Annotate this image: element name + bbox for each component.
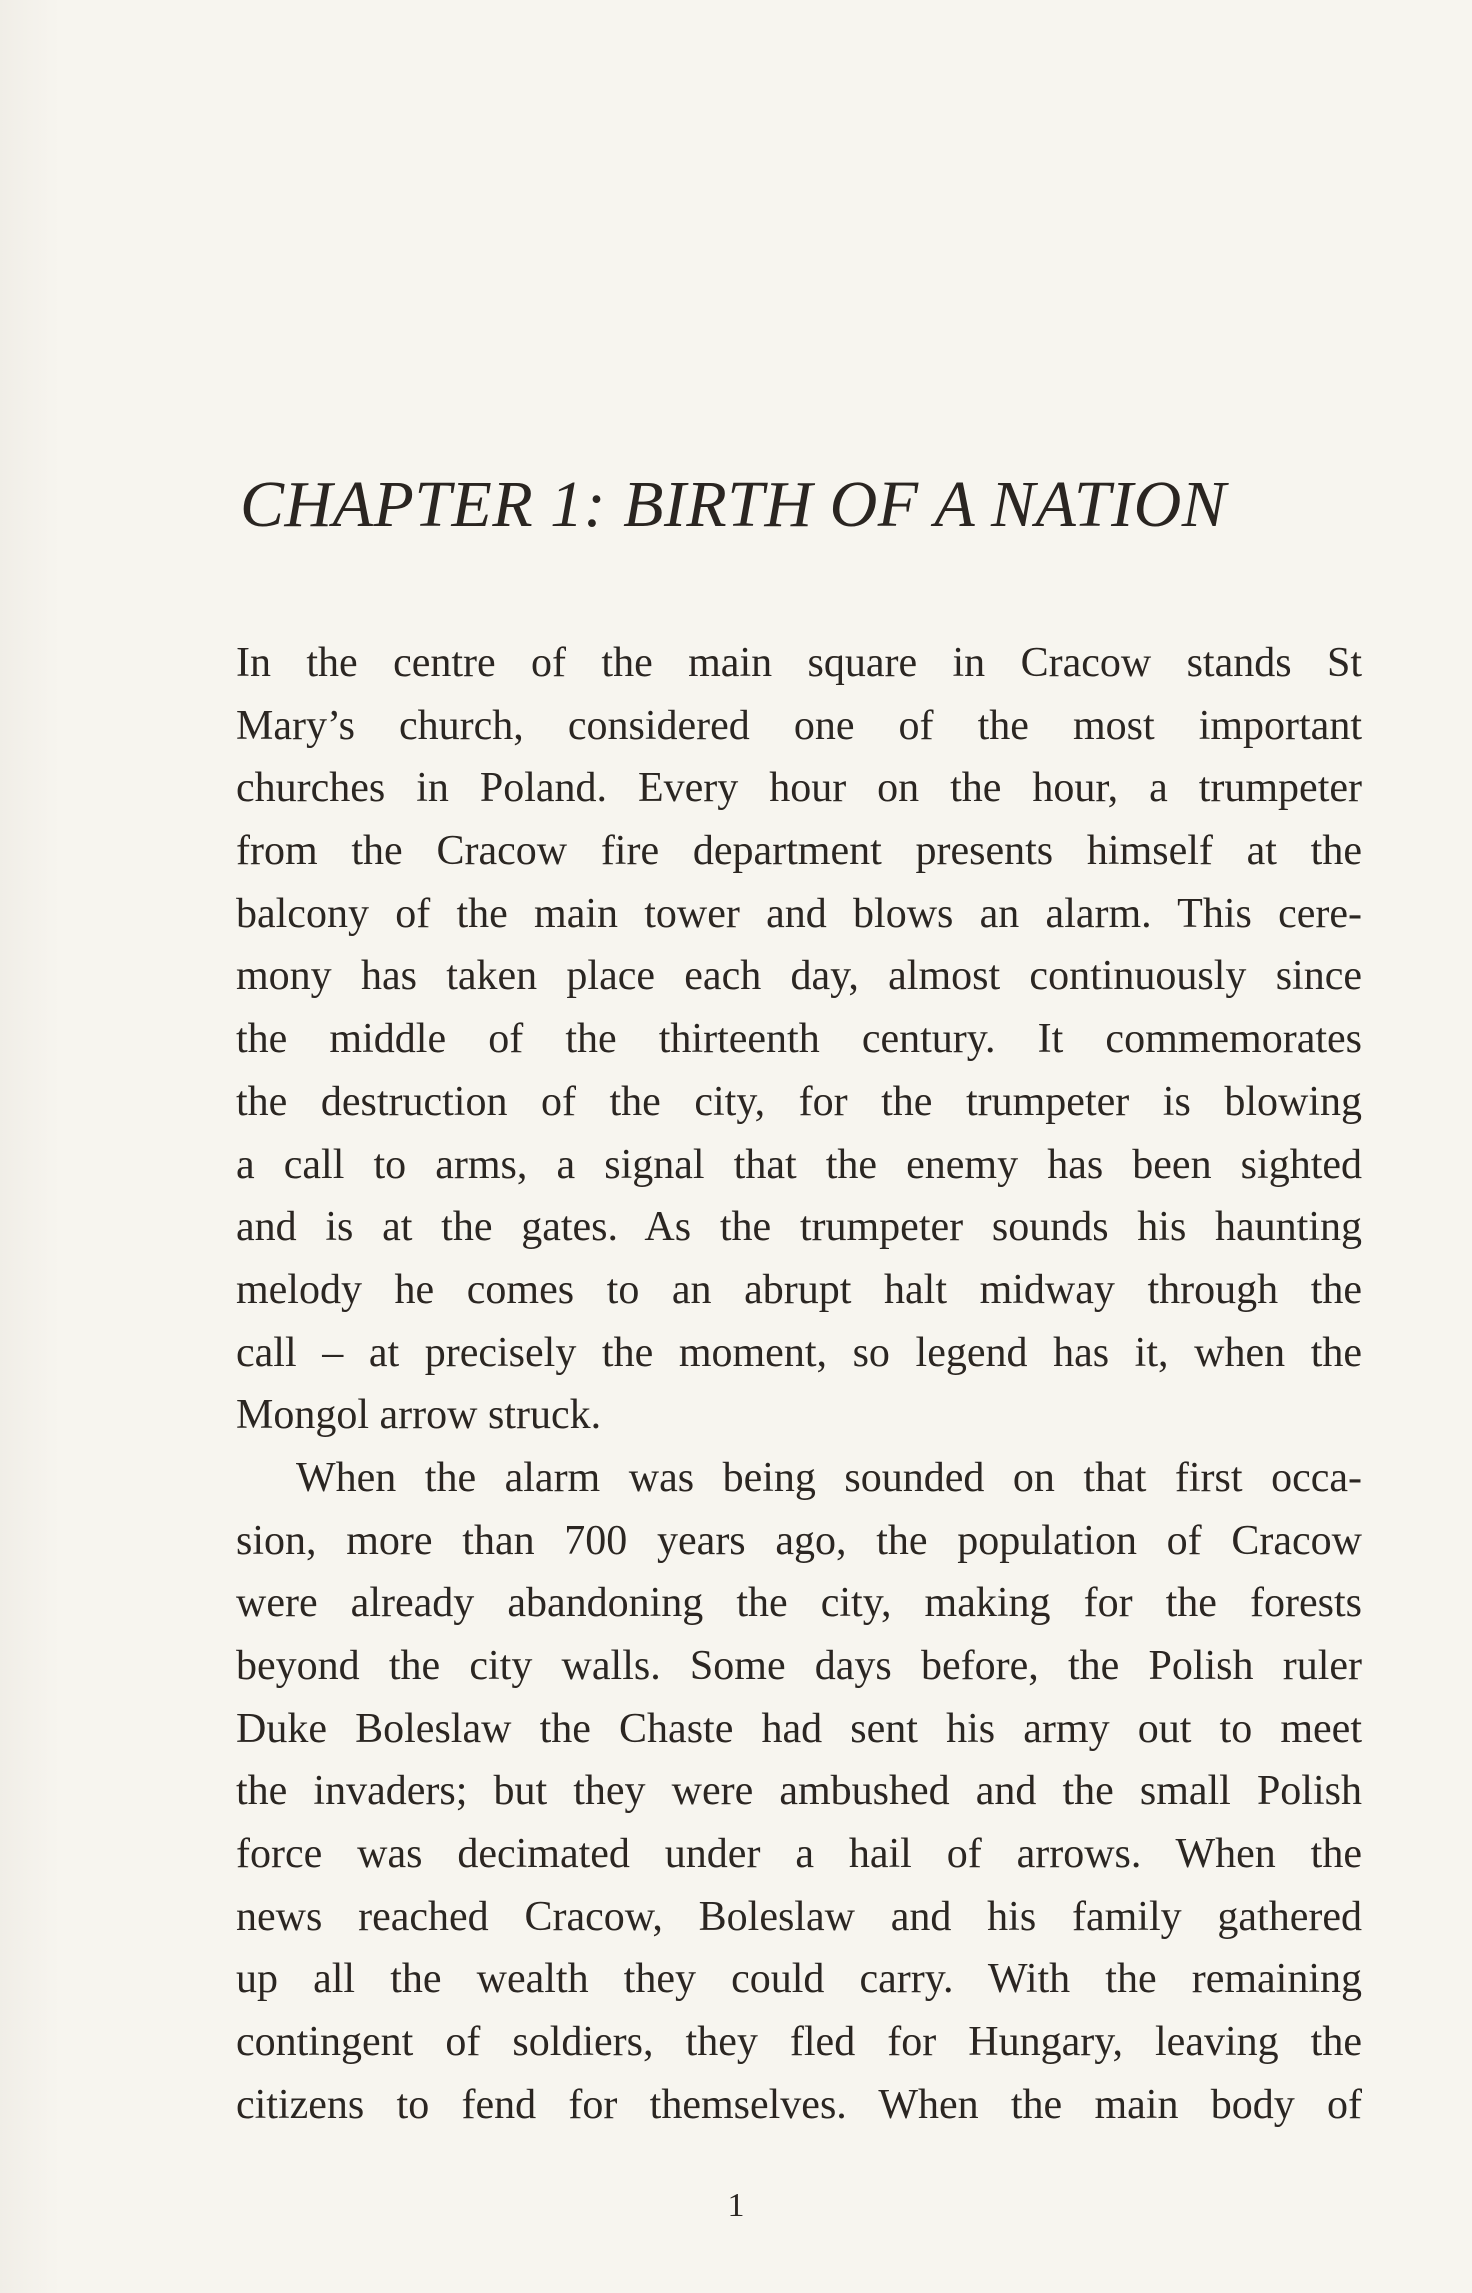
text-line: call – at precisely the moment, so legend has it, when the (236, 1329, 1362, 1376)
body-text (236, 632, 1362, 2137)
text-line: When the alarm was being sounded on that first occa- (296, 1454, 1362, 1501)
paragraph-1 (236, 632, 1362, 1447)
text-line: citizens to fend for themselves. When the main body of (236, 2081, 1362, 2128)
text-line: force was decimated under a hail of arrows. When the (236, 1831, 1362, 1878)
page-number: 1 (727, 2187, 745, 2224)
text-line: the invaders; but they were ambushed and the small Polish (236, 1768, 1362, 1815)
text-line: up all the wealth they could carry. With the remaining (236, 1956, 1362, 2003)
text-line: contingent of soldiers, they fled for Hungary, leaving the (236, 2019, 1362, 2066)
text-line: the destruction of the city, for the trumpeter is blowing (236, 1078, 1362, 1125)
text-line: beyond the city walls. Some days before, the Polish ruler (236, 1643, 1362, 1689)
paragraph-2 (236, 1447, 1362, 2137)
text-line: news reached Cracow, Boleslaw and his family gathered (236, 1893, 1362, 1940)
text-line: balcony of the main tower and blows an alarm. This cere- (236, 890, 1362, 937)
text-line: the middle of the thirteenth century. It commemorates (236, 1016, 1362, 1063)
text-line: Mongol arrow struck. (236, 1392, 602, 1439)
text-line: from the Cracow fire department presents himself at the (236, 828, 1362, 875)
text-line: Mary’s church, considered one of the most important (236, 702, 1362, 749)
chapter-title: CHAPTER 1: BIRTH OF A NATION (240, 468, 1227, 541)
text-line: churches in Poland. Every hour on the hour, a trumpeter (236, 765, 1362, 812)
text-line: were already abandoning the city, making for the forests (236, 1580, 1362, 1627)
text-line: In the centre of the main square in Cracow stands St (236, 640, 1362, 686)
text-line: a call to arms, a signal that the enemy has been sighted (236, 1141, 1362, 1188)
text-line: Duke Boleslaw the Chaste had sent his army out to meet (236, 1705, 1362, 1752)
text-line: sion, more than 700 years ago, the population of Cracow (236, 1517, 1362, 1564)
text-line: and is at the gates. As the trumpeter sounds his haunting (236, 1204, 1362, 1251)
text-line: mony has taken place each day, almost continuously since (236, 953, 1362, 1000)
text-line: melody he comes to an abrupt halt midway through the (236, 1266, 1362, 1313)
